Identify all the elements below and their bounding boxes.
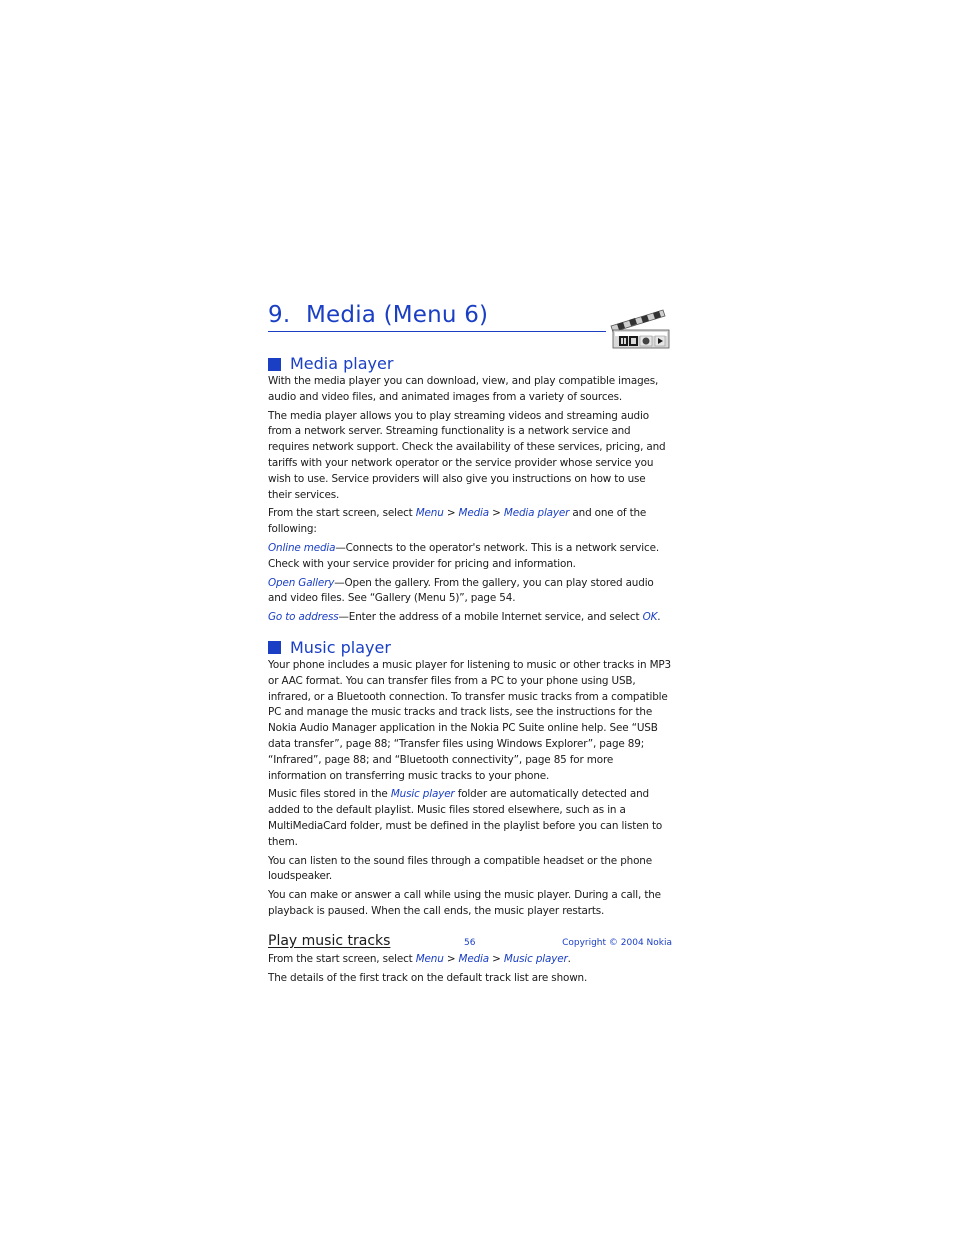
path-separator: > — [443, 507, 459, 520]
option-period: . — [657, 611, 661, 624]
option-go-to-address — [268, 610, 672, 626]
folder-text: folder are automatically detected and added to the default playlist. Music files stored elsewhere, such as in a MultiMediaCard folder, must be defined in the playlist before you can listen to them. — [268, 788, 663, 848]
copyright-notice: Copyright © 2004 Nokia — [562, 938, 672, 948]
music-player-headset: You can listen to the sound files through a compatible headset or the phone loudspeaker. — [268, 854, 652, 883]
option-description: —Connects to the operator's network. This is a network service. Check with your service provider for pricing and information. — [268, 541, 659, 570]
music-player-link[interactable]: Music player — [503, 952, 568, 965]
document-page — [268, 296, 672, 989]
option-description: —Open the gallery. From the gallery, you can play stored audio and video files. See “Gallery (Menu 5)”, page 54. — [268, 576, 654, 605]
music-player-intro: Your phone includes a music player for listening to music or other tracks in MP3 or AAC format. You can transfer files from a PC to your phone using USB, infrared, or a Bluetooth connection. To transfer music tracks from a compatible PC and manage the music tracks and track lists, see the instructions for the Nokia Audio Manager application in the Nokia PC Suite online help. See “USB data transfer”, page 88; “Transfer files using Windows Explorer”, page 89; “Infrared”, page 88; and “Bluetooth connectivity”, page 85 for more information on transferring music tracks to your phone. — [268, 658, 671, 782]
open-gallery-link[interactable]: Open Gallery — [268, 576, 335, 589]
folder-text: Music files stored in the — [268, 788, 391, 801]
chapter-title-text: Media (Menu 6) — [306, 302, 489, 328]
clapperboard-media-player-icon — [609, 306, 672, 350]
media-player-link[interactable]: Media player — [503, 507, 570, 520]
page-number: 56 — [464, 938, 476, 948]
path-period: . — [567, 952, 571, 965]
play-tracks-details: The details of the first track on the default track list are shown. — [268, 971, 588, 984]
go-to-address-link[interactable]: Go to address — [268, 611, 339, 624]
chapter-number: 9. — [268, 302, 291, 328]
path-text: From the start screen, select — [268, 952, 416, 965]
online-media-link[interactable]: Online media — [268, 541, 336, 554]
menu-link[interactable]: Menu — [415, 507, 444, 520]
path-separator: > — [489, 507, 504, 520]
chapter-header — [268, 296, 672, 352]
heading-square-icon — [268, 641, 281, 654]
media-link[interactable]: Media — [458, 507, 490, 520]
page-footer — [268, 938, 672, 952]
path-separator: > — [489, 952, 504, 965]
media-link[interactable]: Media — [458, 952, 490, 965]
play-music-tracks-heading: Play music tracks — [268, 932, 391, 949]
option-description: —Enter the address of a mobile Internet service, and select — [338, 611, 643, 624]
media-player-streaming: The media player allows you to play streaming videos and streaming audio from a network server. Streaming functionality is a network service and requires network support. Check the availability of these services, pricing, and tariffs with your network operator or the service provider whose service you wish to use. Service providers will also give you instructions on how to use their services. — [268, 409, 666, 501]
path-separator: > — [443, 952, 459, 965]
music-player-folder — [268, 787, 672, 850]
option-online-media — [268, 541, 672, 573]
path-text: From the start screen, select — [268, 507, 416, 520]
path-text: and one of the following: — [268, 507, 647, 536]
heading-square-icon — [268, 358, 281, 371]
menu-link[interactable]: Menu — [415, 952, 444, 965]
music-player-heading — [268, 638, 672, 658]
play-tracks-path — [268, 952, 672, 968]
chapter-title — [268, 302, 488, 328]
music-player-folder-link[interactable]: Music player — [390, 788, 455, 801]
media-player-heading-text: Media player — [290, 354, 394, 373]
ok-link[interactable]: OK — [642, 611, 658, 624]
music-player-calls: You can make or answer a call while using the music player. During a call, the playback is paused. When the call ends, the music player restarts. — [268, 889, 661, 917]
music-player-heading-text: Music player — [290, 637, 391, 657]
media-player-intro: With the media player you can download, view, and play compatible images, audio and video files, and animated images from a variety of sources. — [268, 375, 659, 403]
chapter-rule — [268, 331, 606, 332]
option-open-gallery — [268, 576, 672, 608]
media-player-path — [268, 506, 672, 538]
media-player-heading — [268, 354, 672, 374]
